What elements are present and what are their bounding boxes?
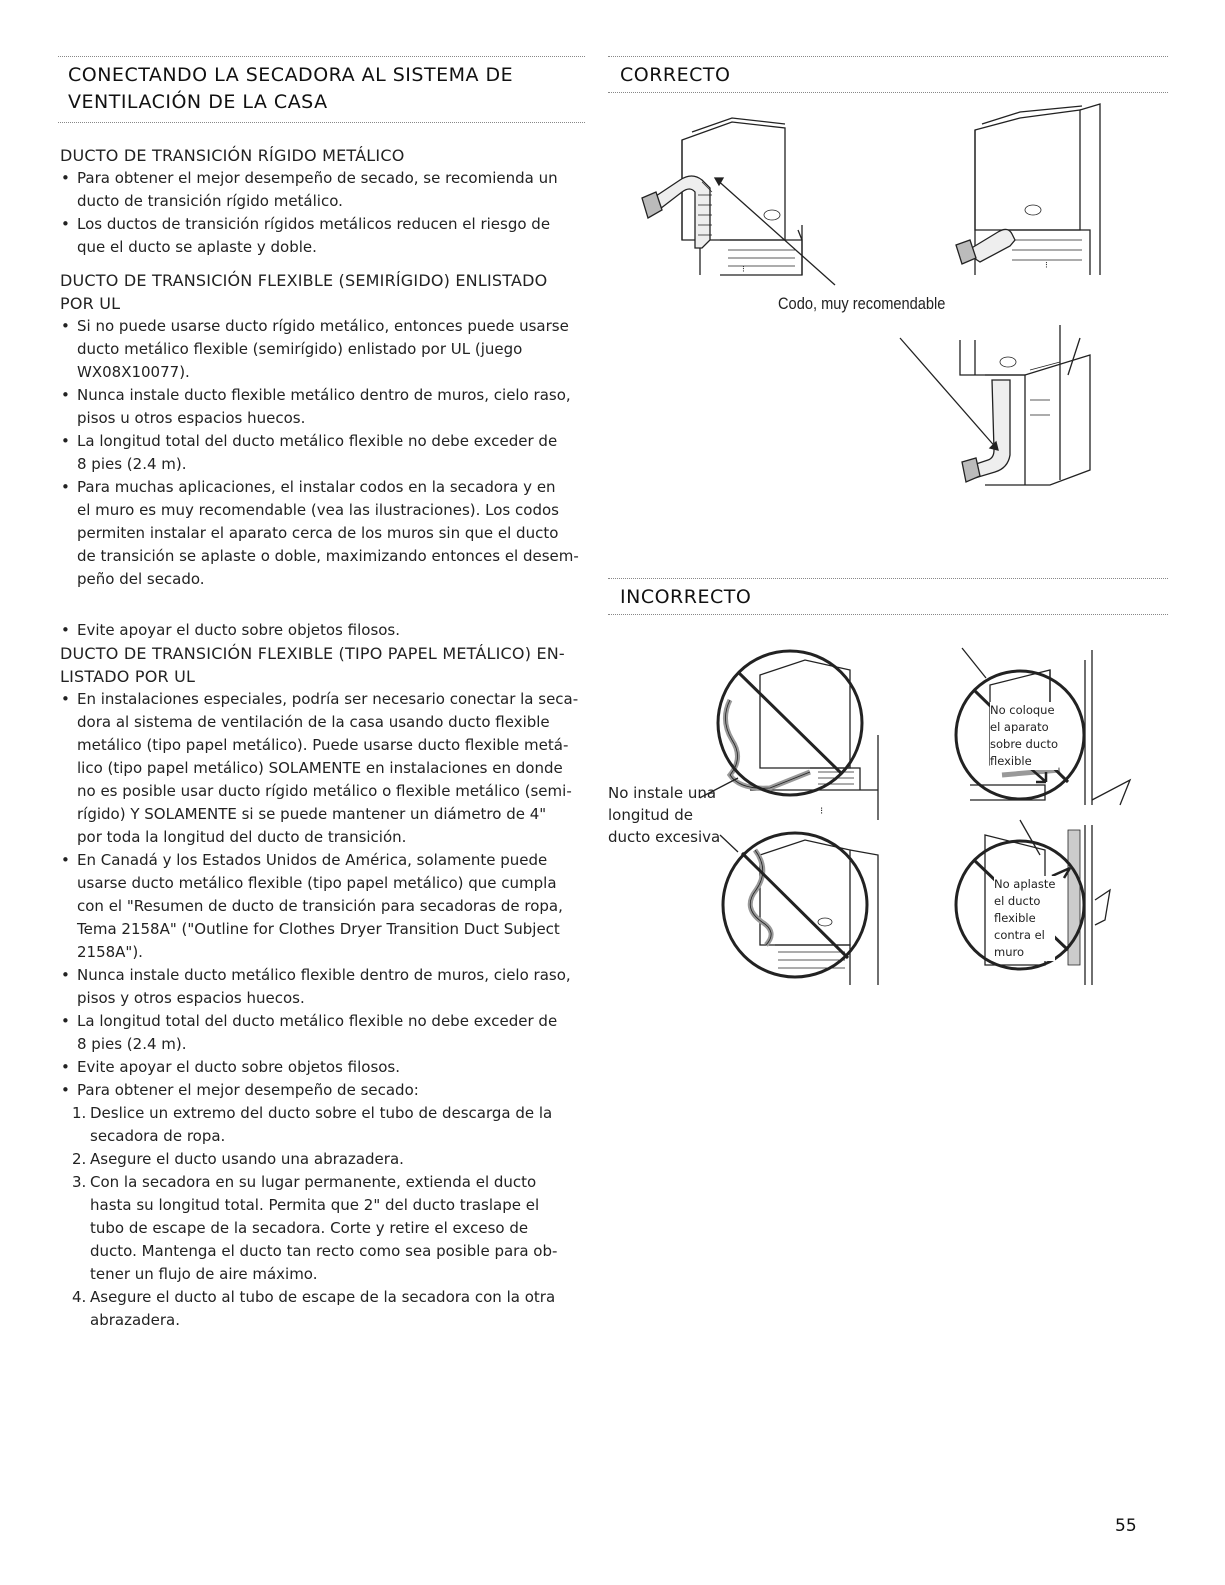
svg-text:⁝: ⁝ (820, 806, 824, 817)
step-number: 1. (72, 1104, 87, 1122)
line: Evite apoyar el ducto sobre objetos filosos. (77, 621, 401, 639)
line: el muro es muy recomendable (vea las ilustraciones). Los codos (77, 501, 559, 519)
step-number: 4. (72, 1288, 87, 1306)
line: Nunca instale ducto flexible metálico dentro de muros, cielo raso, (77, 386, 571, 404)
line: Tema 2158A" ("Outline for Clothes Dryer Transition Duct Subject (77, 920, 560, 938)
step-number: 3. (72, 1173, 87, 1191)
line: Asegure el ducto al tubo de escape de la secadora con la otra (90, 1288, 556, 1306)
foil-duct-heading (60, 642, 585, 688)
title-rule-left (58, 122, 585, 123)
line: dora al sistema de ventilación de la casa usando ducto flexible (77, 713, 550, 731)
incorrect-installation-illustration (700, 640, 1150, 990)
incorrect-top-rule (608, 578, 1168, 579)
line: pisos y otros espacios huecos. (77, 989, 305, 1007)
line: flexible (994, 911, 1036, 925)
line: Para obtener el mejor desempeño de secado, se recomienda un (77, 169, 558, 187)
list-item (60, 384, 585, 430)
list-item (60, 1056, 585, 1079)
list-item (60, 619, 585, 642)
bullet-dot: • (61, 169, 70, 187)
line: lico (tipo papel metálico) SOLAMENTE en instalaciones en donde (77, 759, 563, 777)
line: con el "Resumen de ducto de transición para secadoras de ropa, (77, 897, 563, 915)
bullet-dot: • (61, 1058, 70, 1076)
incorrect-title: INCORRECTO (620, 586, 752, 608)
line: por toda la longitud del ducto de transición. (77, 828, 407, 846)
bullet-dot: • (61, 386, 70, 404)
line: La longitud total del ducto metálico flexible no debe exceder de (77, 432, 558, 450)
list-item (60, 430, 585, 476)
svg-text:⁝: ⁝ (742, 265, 745, 275)
line: el aparato (990, 720, 1049, 734)
numbered-step (60, 1286, 585, 1332)
line: usarse ducto metálico flexible (tipo papel metálico) que cumpla (77, 874, 557, 892)
bullet-dot: • (61, 317, 70, 335)
list-item (60, 315, 585, 384)
list-item (60, 213, 585, 259)
line: tubo de escape de la secadora. Corte y retire el exceso de (90, 1219, 529, 1237)
line: tener un flujo de aire máximo. (90, 1265, 318, 1283)
no-excess-length-label (608, 782, 720, 848)
svg-text:⁝: ⁝ (1045, 261, 1048, 271)
line: metálico (tipo papel metálico). Puede usarse ducto flexible metá- (77, 736, 569, 754)
line: ducto. Mantenga el ducto tan recto como sea posible para ob- (90, 1242, 558, 1260)
line: DUCTO DE TRANSICIÓN FLEXIBLE (TIPO PAPEL METÁLICO) EN- (60, 644, 565, 663)
incorrect-rule (608, 614, 1168, 615)
line: En Canadá y los Estados Unidos de América, solamente puede (77, 851, 548, 869)
line: ducto de transición rígido metálico. (77, 192, 343, 210)
line: secadora de ropa. (90, 1127, 226, 1145)
line: que el ducto se aplaste y doble. (77, 238, 317, 256)
bullet-dot: • (61, 432, 70, 450)
left-column-text (60, 144, 585, 1332)
rigid-duct-heading: DUCTO DE TRANSICIÓN RÍGIDO METÁLICO (60, 146, 405, 165)
line: Deslice un extremo del ducto sobre el tubo de descarga de la (90, 1104, 553, 1122)
correct-rule (608, 92, 1168, 93)
line: el ducto (994, 894, 1041, 908)
top-rule-left (58, 56, 585, 57)
line: de transición se aplaste o doble, maximizando entonces el desem- (77, 547, 579, 565)
bullet-dot: • (61, 215, 70, 233)
elbow-caption: Codo, muy recomendable (778, 294, 946, 313)
list-item (60, 1010, 585, 1056)
line: La longitud total del ducto metálico flexible no debe exceder de (77, 1012, 558, 1030)
line: En instalaciones especiales, podría ser necesario conectar la seca- (77, 690, 579, 708)
correct-title: CORRECTO (620, 64, 731, 86)
line: Para obtener el mejor desempeño de secado: (77, 1081, 419, 1099)
bullet-dot: • (61, 851, 70, 869)
line: ducto excesiva (608, 828, 721, 846)
line: muro (994, 945, 1025, 959)
line: Los ductos de transición rígidos metálicos reducen el riesgo de (77, 215, 551, 233)
section-title-line1: CONECTANDO LA SECADORA AL SISTEMA DE (68, 64, 514, 86)
line: Evite apoyar el ducto sobre objetos filosos. (77, 1058, 401, 1076)
line: DUCTO DE TRANSICIÓN FLEXIBLE (SEMIRÍGIDO) ENLISTADO (60, 271, 548, 290)
numbered-step (60, 1148, 585, 1171)
line: 8 pies (2.4 m). (77, 455, 187, 473)
bullet-dot: • (61, 966, 70, 984)
line: Asegure el ducto usando una abrazadera. (90, 1150, 404, 1168)
bullet-dot: • (61, 1012, 70, 1030)
line: abrazadera. (90, 1311, 181, 1329)
line: rígido) Y SOLAMENTE si se puede mantener un diámetro de 4" (77, 805, 547, 823)
list-item (60, 688, 585, 849)
line: 2158A"). (77, 943, 143, 961)
list-item (60, 476, 585, 591)
line: Con la secadora en su lugar permanente, extienda el ducto (90, 1173, 537, 1191)
bullet-dot: • (61, 621, 70, 639)
line: LISTADO POR UL (60, 667, 196, 686)
line: longitud de (608, 806, 693, 824)
line: peño del secado. (77, 570, 205, 588)
section-title-line2: VENTILACIÓN DE LA CASA (68, 91, 328, 113)
line: POR UL (60, 294, 121, 313)
line: flexible (990, 754, 1032, 768)
list-item (60, 1079, 585, 1102)
bullet-dot: • (61, 1081, 70, 1099)
line: no es posible usar ducto rígido metálico o flexible metálico (semi- (77, 782, 572, 800)
line: permiten instalar el aparato cerca de los muros sin que el ducto (77, 524, 559, 542)
line: Nunca instale ducto metálico flexible dentro de muros, cielo raso, (77, 966, 571, 984)
line: hasta su longitud total. Permita que 2" del ducto traslape el (90, 1196, 540, 1214)
line: Para muchas aplicaciones, el instalar codos en la secadora y en (77, 478, 556, 496)
semi-rigid-heading (60, 269, 585, 315)
line: ducto metálico flexible (semirígido) enlistado por UL (juego (77, 340, 523, 358)
section-title (68, 62, 513, 116)
line: sobre ducto (990, 737, 1058, 751)
step-number: 2. (72, 1150, 87, 1168)
numbered-step (60, 1171, 585, 1286)
line: No aplaste (994, 877, 1056, 891)
list-item (60, 964, 585, 1010)
numbered-step (60, 1102, 585, 1148)
bullet-dot: • (61, 478, 70, 496)
line: 8 pies (2.4 m). (77, 1035, 187, 1053)
line: pisos u otros espacios huecos. (77, 409, 306, 427)
line: Si no puede usarse ducto rígido metálico, entonces puede usarse (77, 317, 569, 335)
list-item (60, 167, 585, 213)
top-rule-right (608, 56, 1168, 57)
line: WX08X10077). (77, 363, 190, 381)
bullet-dot: • (61, 690, 70, 708)
no-crush-duct-label (994, 876, 1055, 961)
page-number: 55 (1115, 1516, 1137, 1536)
line: No instale una (608, 784, 717, 802)
line: No coloque (990, 703, 1055, 717)
line: contra el (994, 928, 1045, 942)
no-place-over-duct-label (990, 702, 1058, 770)
list-item (60, 849, 585, 964)
